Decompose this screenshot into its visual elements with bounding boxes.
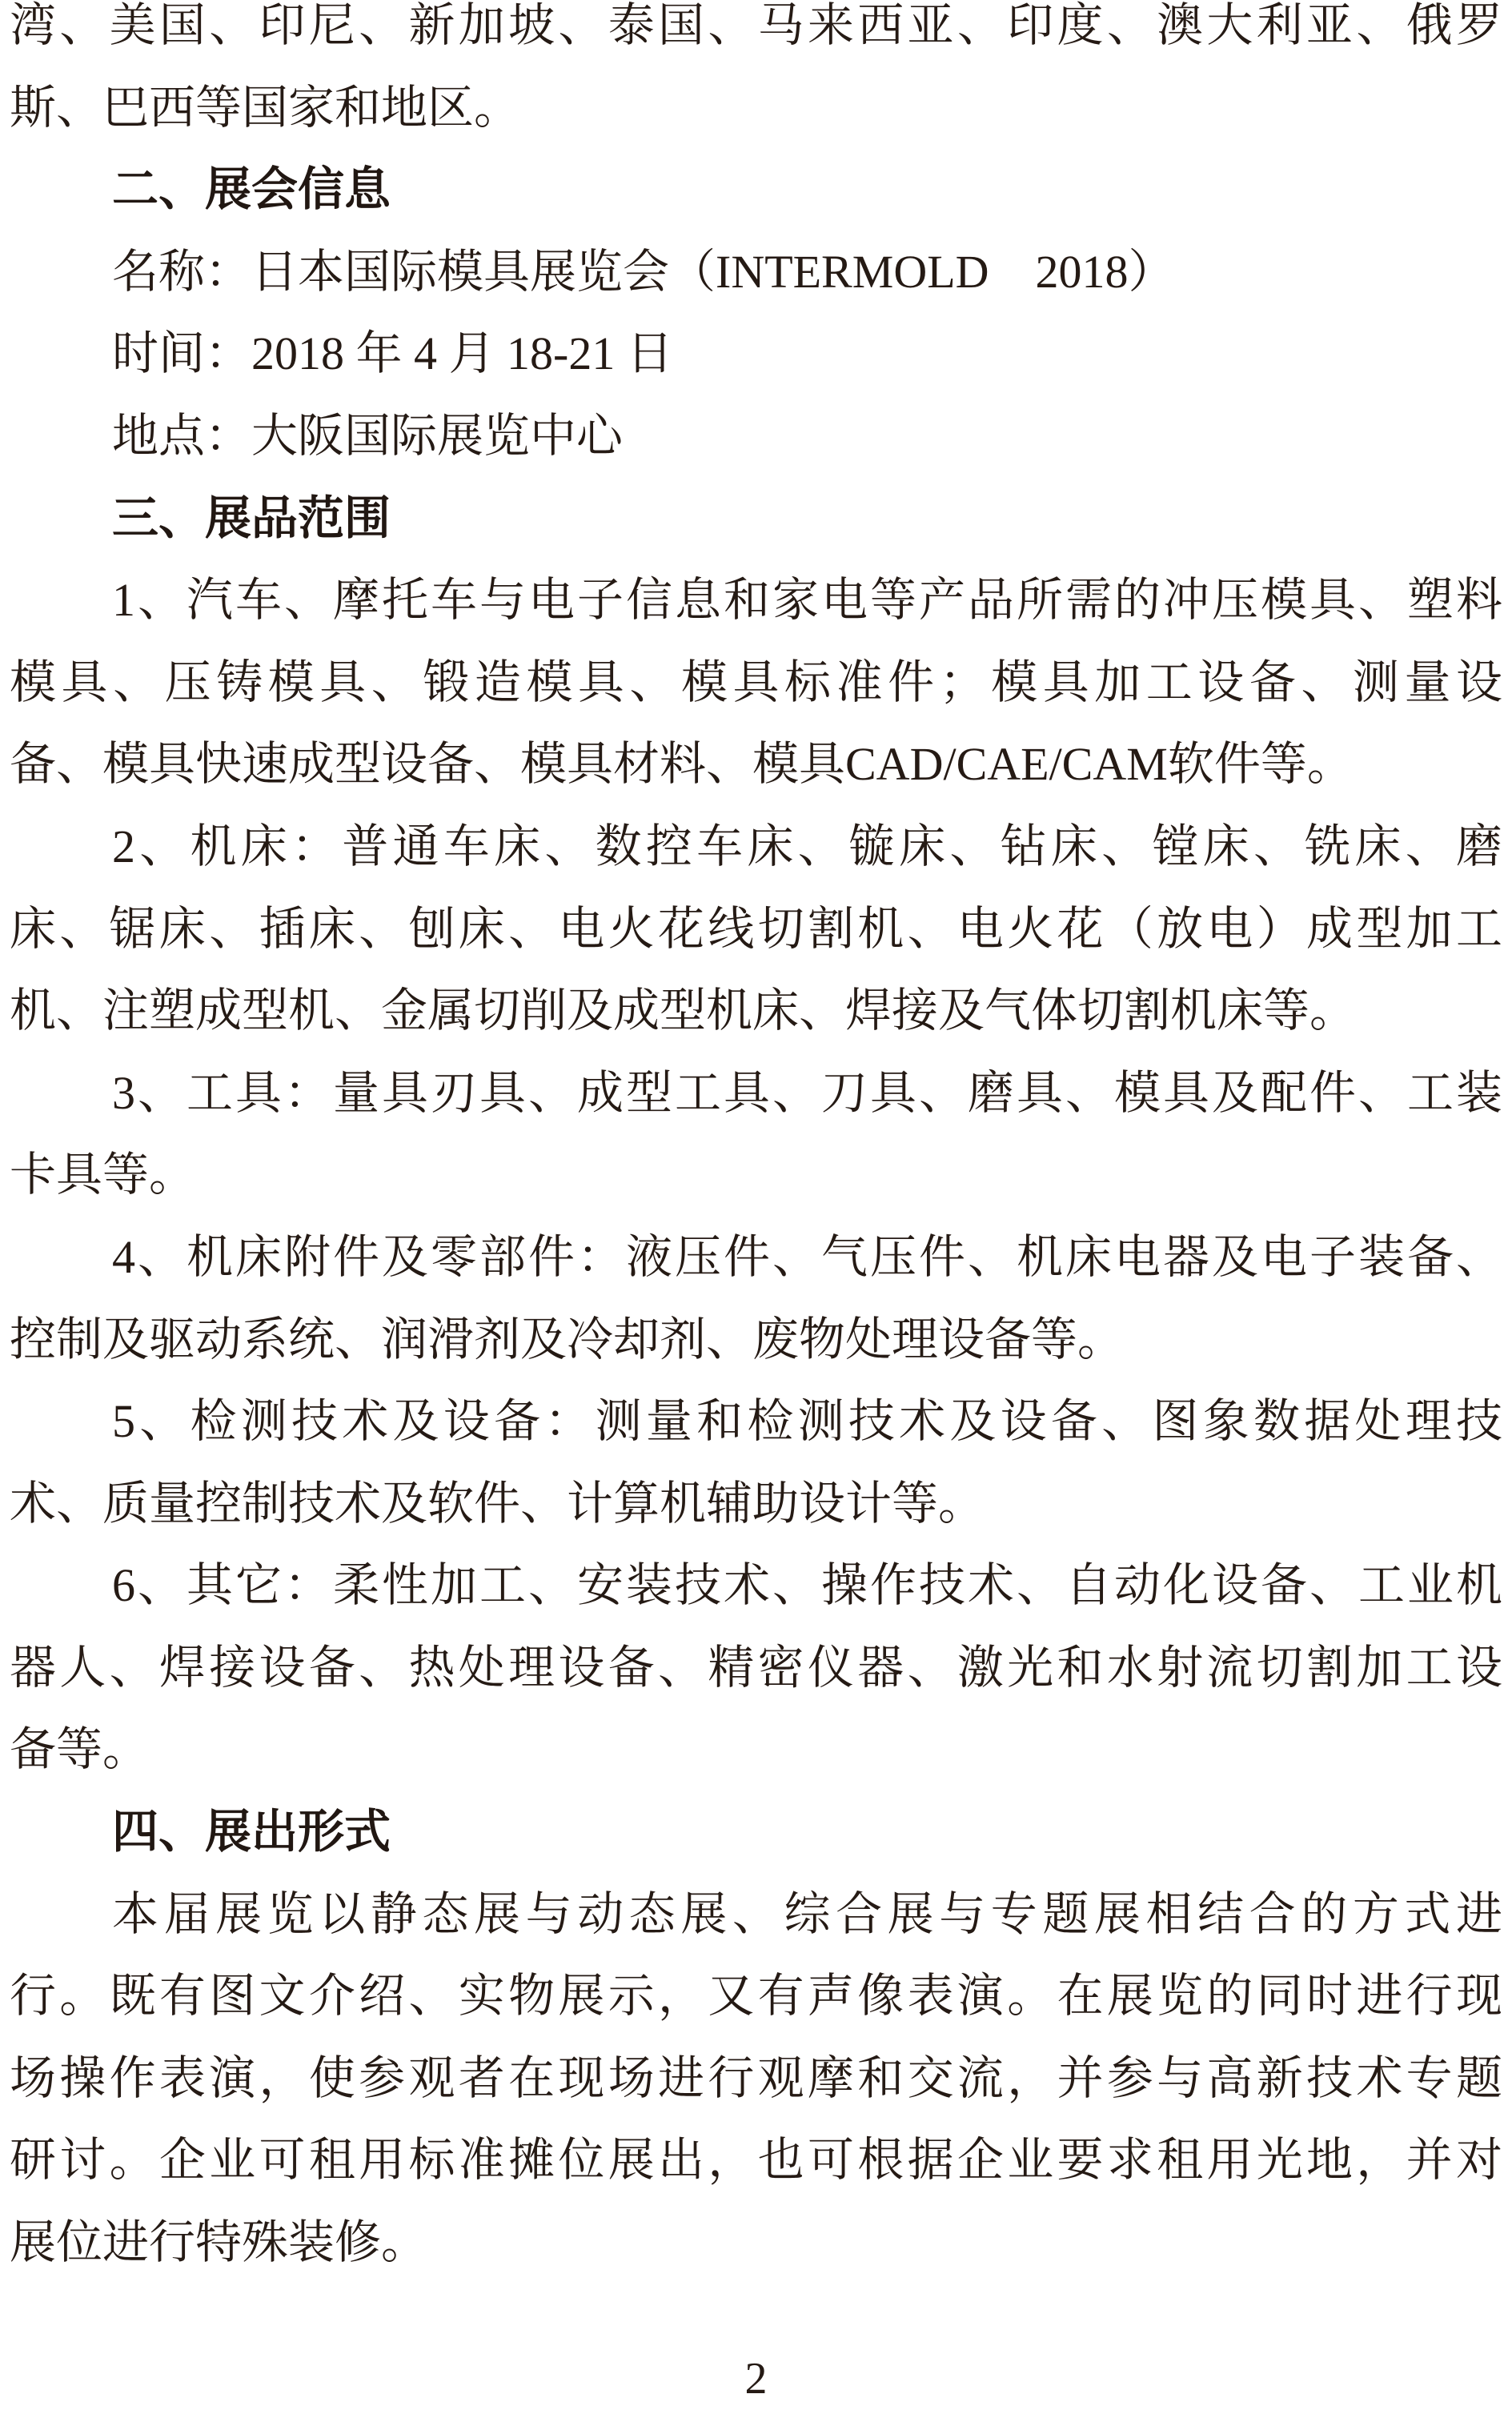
text-line: 时间：2018 年 4 月 18-21 日	[112, 327, 673, 380]
text-line: 研讨。企业可租用标准摊位展出，也可根据企业要求租用光地，并对	[10, 2134, 1502, 2187]
page-number: 2	[744, 2354, 768, 2404]
text-line: 器人、焊接设备、热处理设备、精密仪器、激光和水射流切割加工设	[10, 1641, 1502, 1694]
text-line: 名称：日本国际模具展览会（INTERMOLD 2018）	[112, 245, 1175, 298]
text-line: 斯、巴西等国家和地区。	[10, 81, 521, 134]
text-line: 湾、美国、印尼、新加坡、泰国、马来西亚、印度、澳大利亚、俄罗	[10, 0, 1502, 51]
document-body	[10, 0, 1502, 2284]
text-line: 地点：大阪国际展览中心	[112, 409, 624, 462]
text-line: 机、注塑成型机、金属切削及成型机床、焊接及气体切割机床等。	[10, 984, 1357, 1037]
section-heading: 三、展品范围	[112, 491, 391, 544]
text-line: 2、机床：普通车床、数控车床、镟床、钻床、镗床、铣床、磨	[112, 820, 1502, 872]
text-line: 场操作表演，使参观者在现场进行观摩和交流，并参与高新技术专题	[10, 2051, 1502, 2104]
text-line: 4、机床附件及零部件：液压件、气压件、机床电器及电子装备、	[112, 1230, 1502, 1283]
text-line: 展位进行特殊装修。	[10, 2216, 428, 2269]
section-heading: 四、展出形式	[112, 1806, 391, 1859]
text-line: 行。既有图文介绍、实物展示，又有声像表演。在展览的同时进行现	[10, 1970, 1502, 2023]
text-line: 6、其它：柔性加工、安装技术、操作技术、自动化设备、工业机	[112, 1559, 1502, 1612]
text-line: 卡具等。	[10, 1149, 196, 1201]
text-line: 术、质量控制技术及软件、计算机辅助设计等。	[10, 1477, 985, 1530]
text-line: 模具、压铸模具、锻造模具、模具标准件；模具加工设备、测量设	[10, 656, 1502, 708]
text-line: 床、锯床、插床、刨床、电火花线切割机、电火花（放电）成型加工	[10, 902, 1502, 955]
text-line: 3、工具：量具刃具、成型工具、刀具、磨具、模具及配件、工装	[112, 1066, 1502, 1119]
text-line: 备、模具快速成型设备、模具材料、模具CAD/CAE/CAM软件等。	[10, 738, 1354, 791]
text-line: 控制及驱动系统、润滑剂及冷却剂、废物处理设备等。	[10, 1313, 1125, 1365]
section-heading: 二、展会信息	[112, 163, 391, 216]
text-line: 5、检测技术及设备：测量和检测技术及设备、图象数据处理技	[112, 1395, 1502, 1448]
text-line: 1、汽车、摩托车与电子信息和家电等产品所需的冲压模具、塑料	[112, 574, 1502, 627]
text-line: 备等。	[10, 1723, 150, 1776]
text-line: 本届展览以静态展与动态展、综合展与专题展相结合的方式进	[112, 1887, 1502, 1940]
